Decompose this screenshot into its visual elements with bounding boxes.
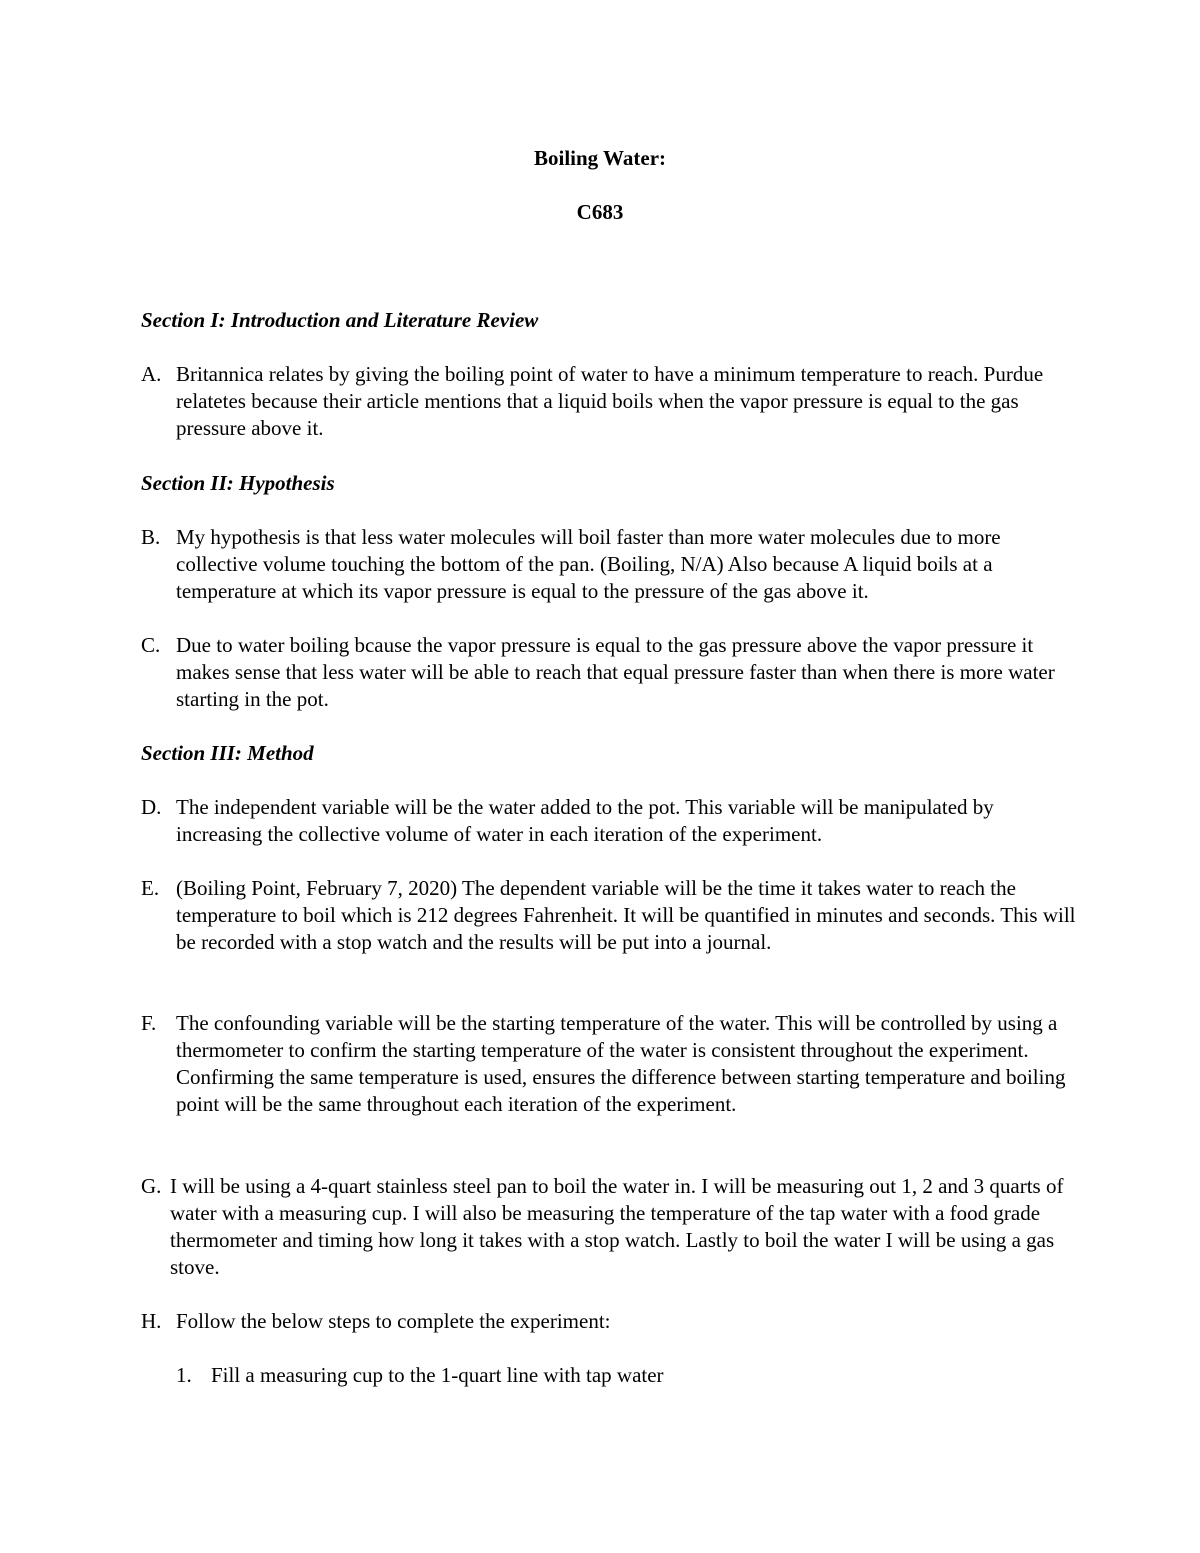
list-item-h <box>141 1308 1076 1335</box>
section-heading-hypothesis: Section II: Hypothesis <box>141 471 335 495</box>
step-marker: 1. <box>176 1363 192 1387</box>
list-item-text: The independent variable will be the water added to the pot. This variable will be manipulated by increasing the collective volume of water in each iteration of the experiment. <box>176 795 994 846</box>
list-item-f <box>141 1010 1076 1118</box>
list-item-d <box>141 794 1076 848</box>
list-marker: A. <box>141 362 162 386</box>
list-item-text: Follow the below steps to complete the experiment: <box>176 1309 611 1333</box>
list-item-g <box>141 1173 1076 1281</box>
list-item-b <box>141 524 1076 605</box>
list-item-text: I will be using a 4-quart stainless steel pan to boil the water in. I will be measuring out 1, 2 and 3 quarts of water with a measuring cup. I will also be measuring the temperature of the tap water with a food grade thermometer and timing how long it takes with a stop watch. Lastly to boil the water I will be using a gas stove. <box>170 1174 1064 1279</box>
list-marker: B. <box>141 525 161 549</box>
list-item-text: The confounding variable will be the starting temperature of the water. This will be controlled by using a thermometer to confirm the starting temperature of the water is consistent throughout the experiment. Confirming the same temperature is used, ensures the difference between starting temperature and boiling point will be the same throughout each iteration of the experiment. <box>176 1011 1066 1116</box>
list-item-text: Britannica relates by giving the boiling point of water to have a minimum temperature to reach. Purdue relatetes because their article mentions that a liquid boils when the vapor pressure is equal to the gas pressure above it. <box>176 362 1044 440</box>
list-item-c <box>141 632 1076 713</box>
step-text: Fill a measuring cup to the 1-quart line with tap water <box>211 1363 664 1387</box>
list-marker: F. <box>141 1011 157 1035</box>
section-heading-method: Section III: Method <box>141 741 314 765</box>
list-item-text: (Boiling Point, February 7, 2020) The dependent variable will be the time it takes water to reach the temperature to boil which is 212 degrees Fahrenheit. It will be quantified in minutes and seconds. This will be recorded with a stop watch and the results will be put into a journal. <box>176 876 1076 954</box>
list-marker: D. <box>141 795 162 819</box>
numbered-step-1 <box>176 1362 1076 1389</box>
list-marker: C. <box>141 633 161 657</box>
course-code: C683 <box>576 200 624 224</box>
list-marker: E. <box>141 876 160 900</box>
list-item-e <box>141 875 1076 956</box>
section-heading-introduction: Section I: Introduction and Literature Review <box>141 308 539 332</box>
list-marker: H. <box>141 1309 162 1333</box>
document-title: Boiling Water: <box>533 146 667 170</box>
list-item-text: My hypothesis is that less water molecules will boil faster than more water molecules due to more collective volume touching the bottom of the pan. (Boiling, N/A) Also because A liquid boils at a temperature at which its vapor pressure is equal to the pressure of the gas above it. <box>176 525 1001 603</box>
list-item-text: Due to water boiling bcause the vapor pressure is equal to the gas pressure above the vapor pressure it makes sense that less water will be able to reach that equal pressure faster than when there is more water starting in the pot. <box>176 633 1055 711</box>
list-marker: G. <box>141 1174 162 1198</box>
list-item-a <box>141 361 1076 442</box>
